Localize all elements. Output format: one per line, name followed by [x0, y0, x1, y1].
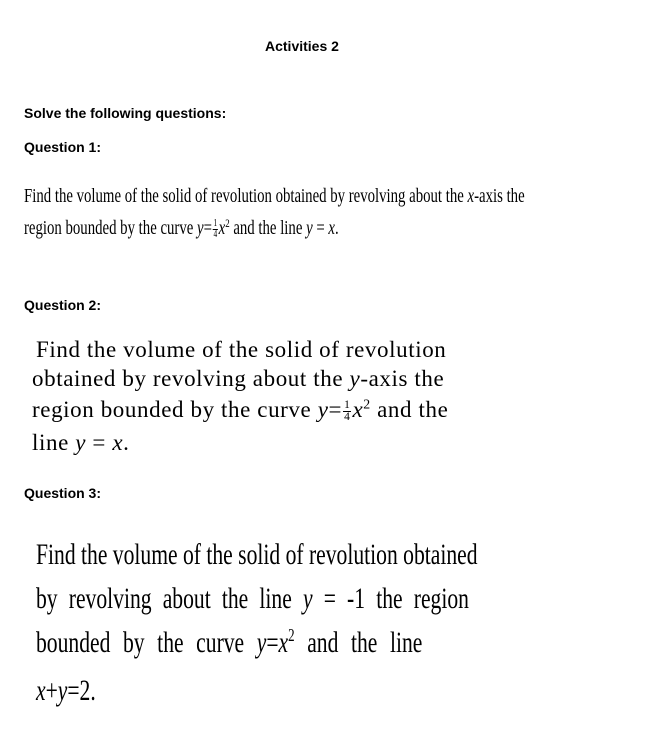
- q3-plus: +: [45, 674, 58, 707]
- q3-text-b: the region: [365, 582, 469, 615]
- q2-text-a: obtained by revolving about the: [32, 366, 350, 391]
- q2-fraction: [343, 400, 351, 424]
- q3-line-value: = -1: [312, 582, 366, 615]
- q2-line-y: y: [75, 430, 87, 455]
- q2-frac-den: 4: [344, 411, 351, 424]
- q1-fraction: [213, 219, 218, 240]
- q1-line-y: y: [306, 217, 313, 239]
- q1-line-eq: =: [312, 217, 329, 239]
- q1-text-b: -axis the: [474, 185, 525, 207]
- q1-curve-x: x: [218, 217, 226, 239]
- question-2-line-3: [32, 398, 448, 424]
- q2-exponent: 2: [363, 396, 371, 412]
- q1-frac-num: 1: [213, 217, 218, 229]
- q2-text-e: line: [32, 430, 76, 455]
- q1-text-a: Find the volume of the solid of revolution obtained by revolving about the: [24, 185, 468, 207]
- q1-eq: =: [203, 217, 212, 239]
- q2-curve-y: y: [317, 397, 329, 422]
- question-2-line-2: [32, 367, 444, 390]
- q1-text-d: and the line: [229, 217, 307, 239]
- q2-text-c: region bounded by the curve: [32, 397, 318, 422]
- question-2-line-4: [32, 431, 130, 454]
- q1-period: .: [334, 217, 339, 239]
- q3-exponent: 2: [288, 625, 295, 646]
- q3-text-d: and the line: [294, 626, 423, 659]
- q2-text-d: and the: [370, 397, 449, 422]
- question-3-label: Question 3:: [24, 485, 102, 501]
- question-1-label: Question 1:: [24, 139, 102, 155]
- question-2-label: Question 2:: [24, 297, 102, 313]
- question-3-line-4: [36, 676, 96, 706]
- q3-curve-x: x: [278, 626, 289, 659]
- q2-period: .: [123, 430, 130, 455]
- q3-final-y: y: [57, 674, 68, 707]
- question-3-line-2: [36, 584, 469, 614]
- q3-line-y: y: [302, 582, 313, 615]
- q3-curve-y: y: [256, 626, 267, 659]
- q2-curve-x: x: [352, 397, 364, 422]
- q3-eq: =: [266, 626, 279, 659]
- q1-frac-den: 4: [213, 228, 218, 240]
- q3-text-a: by revolving about the line: [36, 582, 303, 615]
- q1-exponent: 2: [225, 215, 230, 230]
- instruction: Solve the following questions:: [24, 105, 227, 121]
- q1-axis-var: x: [467, 185, 475, 207]
- question-3-line-3: [36, 625, 423, 659]
- q1-text-c: region bounded by the curve: [24, 217, 198, 239]
- question-2-line-1: Find the volume of the solid of revolution: [36, 337, 447, 362]
- q1-curve-y: y: [197, 217, 204, 239]
- question-1-line-2: [24, 215, 339, 240]
- q2-line-eq: =: [86, 430, 113, 455]
- q3-text-c: bounded by the curve: [36, 626, 257, 659]
- q2-frac-num: 1: [344, 398, 351, 411]
- q1-line-x: x: [328, 217, 335, 239]
- q2-line-x: x: [112, 430, 124, 455]
- q2-text-b: -axis the: [360, 366, 445, 391]
- q2-axis-var: y: [349, 366, 361, 391]
- q2-eq: =: [328, 397, 343, 422]
- q3-final-eq: =2.: [67, 674, 96, 707]
- q3-final-x: x: [36, 674, 46, 707]
- question-1-line-1: [24, 186, 525, 206]
- question-3-line-1: Find the volume of the solid of revolution obtained: [36, 538, 478, 571]
- page-title: Activities 2: [265, 38, 339, 54]
